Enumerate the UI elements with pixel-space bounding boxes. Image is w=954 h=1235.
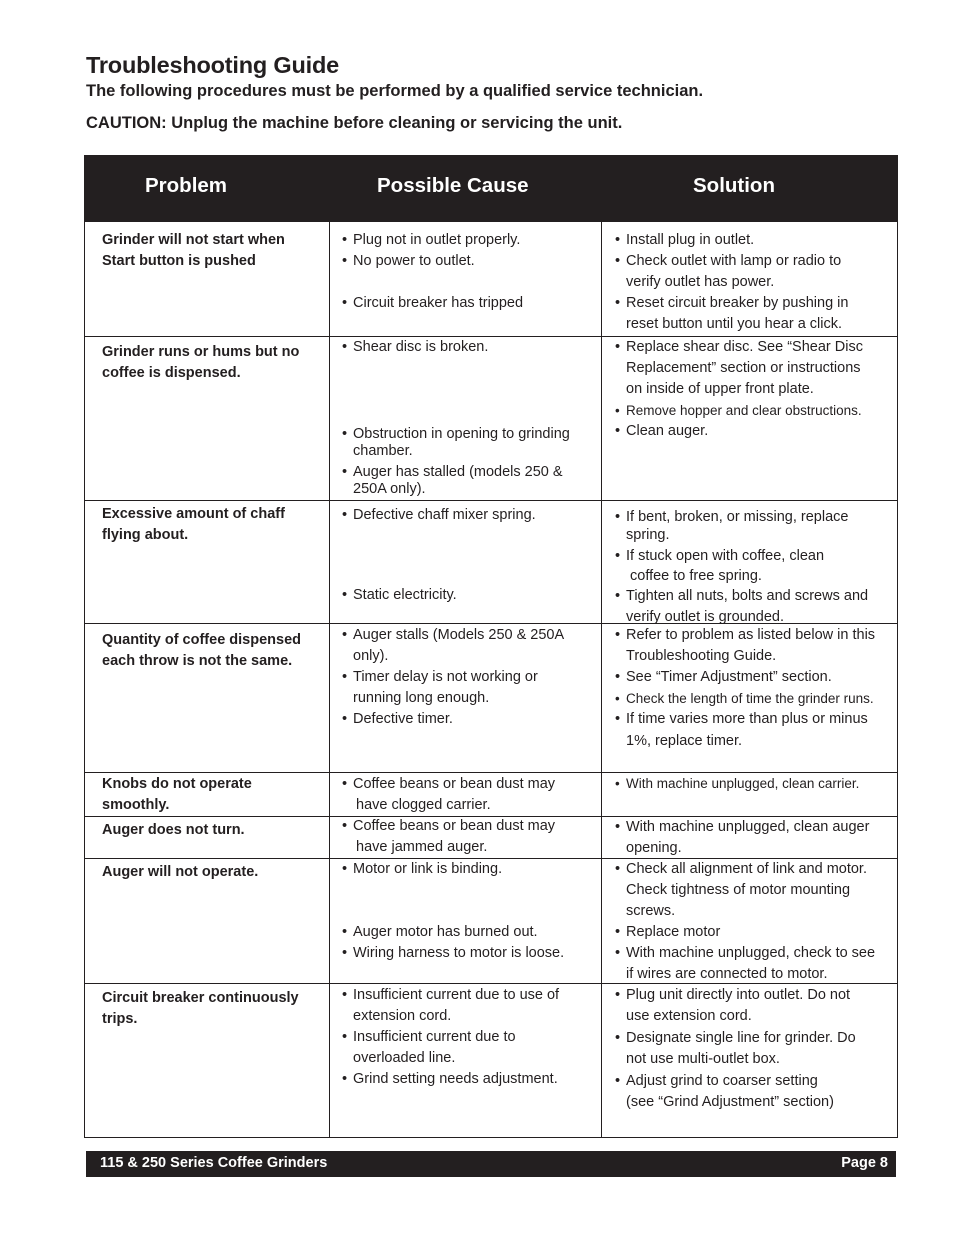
list-item: • Insufficient current due to use of [342,985,559,1006]
problem-cell: Quantity of coffee dispensed each throw is not the same. [102,632,301,669]
solution-cell [615,817,869,859]
solution-cell [615,508,868,626]
page-number: Page 8 [841,1155,888,1171]
solution-cell [615,773,859,794]
list-item: • Plug not in outlet properly. [342,230,523,251]
list-item: • Check the length of time the grinder runs. [615,688,875,709]
technician-notice: The following procedures must be performed by a qualified service technician. [86,82,704,100]
list-item-continued: coffee to free spring. [630,568,762,584]
list-item-continued: have clogged carrier. [356,797,491,813]
list-item-continued: use extension cord. [626,1008,752,1024]
list-item: • If stuck open with coffee, clean [615,547,868,565]
list-item-continued: running long enough. [353,690,490,706]
list-item: • Replace motor [615,922,875,943]
page-title: Troubleshooting Guide [86,52,339,78]
cause-cell [342,625,564,730]
cause-cell [342,230,523,314]
list-item: • Timer delay is not working or [342,667,564,688]
cause-cell [342,922,564,964]
list-item-continued: if wires are connected to motor. [626,966,828,982]
caution-notice: CAUTION: Unplug the machine before cleaning or servicing the unit. [86,114,623,132]
list-item: • With machine unplugged, clean carrier. [615,773,859,794]
list-item: • Refer to problem as listed below in this [615,625,875,646]
cause-cell [342,426,570,498]
list-item: • Circuit breaker has tripped [342,293,523,314]
list-item: • With machine unplugged, check to see [615,943,875,964]
header-solution: Solution [693,174,775,197]
list-item: • Coffee beans or bean dust may [342,774,555,795]
list-item: • Auger has stalled (models 250 & [342,464,570,481]
cause-cell [342,585,457,606]
list-item: • Wiring harness to motor is loose. [342,943,564,964]
solution-cell [615,230,848,335]
list-item-continued: not use multi-outlet box. [626,1051,780,1067]
column-divider [329,222,330,1137]
cause-cell [342,337,488,358]
solution-cell [615,859,875,985]
problem-cell: Auger does not turn. [102,822,245,838]
problem-cell: Knobs do not operate smoothly. [102,776,252,813]
table-header [85,156,897,222]
row-divider [85,500,897,501]
list-item: • Adjust grind to coarser setting [615,1071,856,1092]
list-item-continued: Check tightness of motor mounting [626,882,851,898]
cause-cell [342,774,555,816]
list-item-continued: verify outlet has power. [626,274,775,290]
list-item: • Tighten all nuts, bolts and screws and [615,587,868,605]
list-item: • If time varies more than plus or minus [615,709,875,730]
list-item-continued: 250A only). [353,481,426,497]
list-item: • Clean auger. [615,421,863,442]
list-item: • With machine unplugged, clean auger [615,817,869,838]
list-item: • Check all alignment of link and motor. [615,859,875,880]
list-item: • Grind setting needs adjustment. [342,1069,559,1090]
list-item-continued: chamber. [353,443,413,459]
list-item: • Motor or link is binding. [342,859,502,880]
column-divider [601,222,602,1137]
list-item: • Replace shear disc. See “Shear Disc [615,337,863,358]
list-item: • Designate single line for grinder. Do [615,1028,856,1049]
list-item: • Defective chaff mixer spring. [342,505,536,526]
list-item: • Defective timer. [342,709,564,730]
list-item: • Static electricity. [342,585,457,606]
list-item-continued: on inside of upper front plate. [626,381,814,397]
header-problem: Problem [145,174,228,197]
cause-cell [342,505,536,526]
cause-cell [342,985,559,1090]
list-item: • Obstruction in opening to grinding [342,426,570,443]
list-item-continued: have jammed auger. [356,839,488,855]
list-item: • Plug unit directly into outlet. Do not [615,985,856,1006]
footer-product-name: 115 & 250 Series Coffee Grinders [100,1155,328,1171]
list-item-continued: Troubleshooting Guide. [626,648,777,664]
list-item-continued: overloaded line. [353,1050,456,1066]
solution-cell [615,625,875,752]
solution-cell [615,337,863,442]
list-item-continued: Replacement” section or instructions [626,360,861,376]
list-item: • Reset circuit breaker by pushing in [615,293,848,314]
list-item-continued: 1%, replace timer. [626,733,743,749]
list-item: • Shear disc is broken. [342,337,488,358]
header-possible-cause: Possible Cause [377,174,529,197]
list-item: • See “Timer Adjustment” section. [615,667,875,688]
problem-cell: Excessive amount of chaff flying about. [102,506,285,543]
list-item: • Insufficient current due to [342,1027,559,1048]
list-item: • Auger motor has burned out. [342,922,564,943]
list-item: • Remove hopper and clear obstructions. [615,400,863,421]
list-item-continued: extension cord. [353,1008,452,1024]
list-item-continued: reset button until you hear a click. [626,316,843,332]
problem-cell: Auger will not operate. [102,864,259,880]
list-item-continued: verify outlet is grounded. [626,609,784,625]
list-item-continued: (see “Grind Adjustment” section) [626,1094,834,1110]
cause-cell [342,859,502,880]
problem-cell: Grinder will not start when Start button is pushed [102,232,285,269]
list-item: • Auger stalls (Models 250 & 250A [342,625,564,646]
list-item: • If bent, broken, or missing, replace [615,508,868,526]
problem-cell: Circuit breaker continuously trips. [102,990,299,1027]
problem-cell: Grinder runs or hums but no coffee is dispensed. [102,344,300,381]
list-item: • Check outlet with lamp or radio to [615,251,848,272]
list-item-continued: only). [353,648,389,664]
list-item: • Coffee beans or bean dust may [342,816,555,837]
list-item-continued: opening. [626,840,682,856]
list-item-continued: spring. [626,527,670,543]
list-item: • No power to outlet. [342,251,523,272]
page-footer [86,1151,896,1177]
list-item-continued: screws. [626,903,676,919]
solution-cell [615,985,856,1113]
cause-cell [342,816,555,858]
list-item: • Install plug in outlet. [615,230,848,251]
troubleshooting-table [84,155,898,1138]
